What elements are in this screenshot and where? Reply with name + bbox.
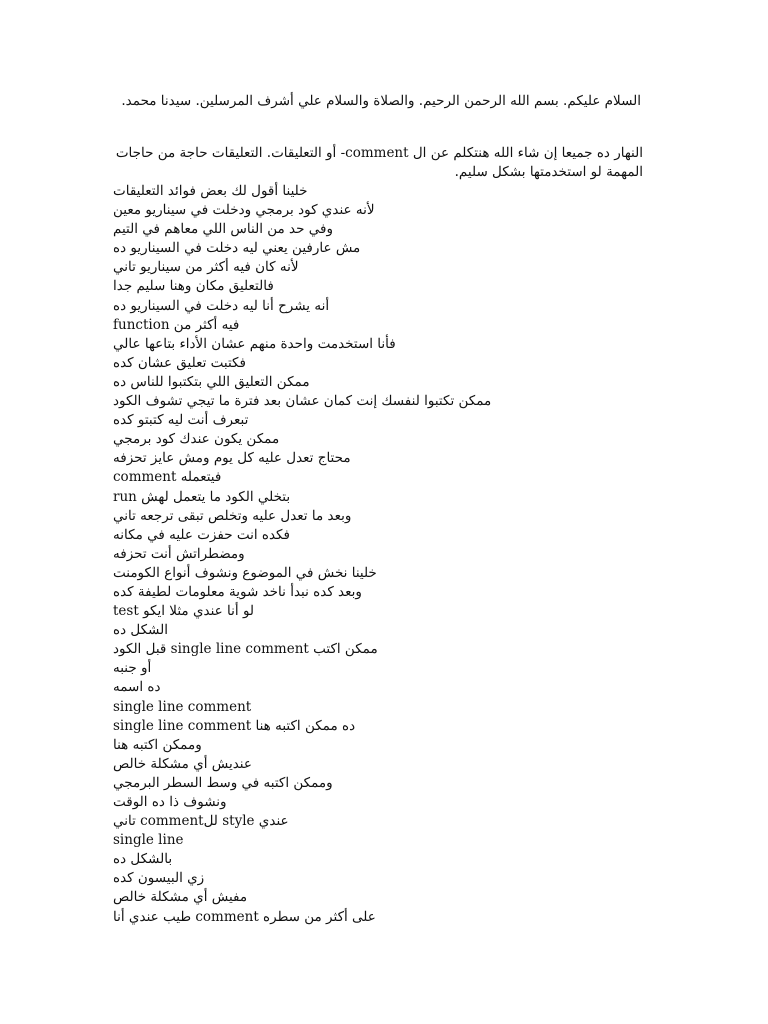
text-line: عنديش أي مشكلة خالص — [113, 755, 252, 772]
text-line: ده اسمه — [113, 679, 161, 696]
text-line: ده ممكن اكتبه هنا single line comment — [113, 717, 356, 734]
text-line: أنه يشرح أنا ليه دخلت في السيناريو ده — [113, 297, 330, 314]
text-line: لأنه كان فيه أكثر من سيناريو تاني — [113, 259, 299, 276]
text-line: فالتعليق مكان وهنا سليم جدا — [113, 278, 274, 295]
text-line: بالشكل ده — [113, 851, 173, 868]
greeting-line: السلام عليكم. بسم الله الرحمن الرحيم. والصلاة والسلام علي أشرف المرسلين. سيدنا محمد. — [121, 93, 641, 109]
text-line: فكتبت تعليق عشان كده — [113, 354, 246, 371]
text-line: وممكن اكتبه في وسط السطر البرمجي — [113, 774, 333, 791]
text-line: بتخلي الكود ما يتعمل لهش run — [113, 488, 291, 505]
text-line: فكده انت حفزت عليه في مكانه — [113, 526, 290, 543]
text-line: محتاج تعدل عليه كل يوم ومش عايز تحزفه — [113, 450, 351, 467]
text-line: فيه أكثر من function — [113, 316, 240, 333]
text-line: خلينا نخش في الموضوع ونشوف أنواع الكومنت — [113, 564, 377, 581]
text-line: single line — [113, 832, 184, 849]
text-line: فيتعمله comment — [113, 469, 222, 486]
text-line: الشكل ده — [113, 622, 168, 639]
text-line: وفي حد من الناس اللي معاهم في التيم — [113, 221, 333, 238]
text-line: فأنا استخدمت واحدة منهم عشان الأداء بتاعها عالي — [113, 335, 396, 352]
text-line: على أكثر من سطره comment طيب عندي أنا — [113, 908, 376, 925]
text-line: وبعد ما تعدل عليه وتخلص تبقى ترجعه تاني — [113, 507, 352, 524]
text-line: تبعرف أنت ليه كتبتو كده — [113, 412, 249, 429]
text-line: وبعد كده نبدأ ناخد شوية معلومات لطيفة كده — [113, 583, 362, 600]
text-line: ممكن يكون عندك كود برمجي — [113, 431, 280, 448]
text-line: ممكن تكتبوا لنفسك إنت كمان عشان بعد فترة ما تيجي تشوف الكود — [113, 393, 492, 410]
text-line: ومضطراتش أنت تحزفه — [113, 545, 245, 562]
text-line: وممكن اكتبه هنا — [113, 736, 202, 753]
text-line: لو أنا عندي مثلا ايكو test — [113, 603, 255, 620]
text-line: خلينا أقول لك بعض فوائد التعليقات — [113, 183, 308, 199]
text-line: ممكن اكتب single line comment قبل الكود — [113, 641, 378, 658]
text-line: ونشوف ذا ده الوقت — [113, 794, 227, 810]
text-line: single line comment — [113, 698, 252, 715]
text-line: مش عارفين يعني ليه دخلت في السيناريو ده — [113, 240, 361, 257]
text-line: لأنه عندي كود برمجي ودخلت في سيناريو معين — [113, 202, 375, 219]
text-line: ممكن التعليق اللي بتكتبوا للناس ده — [113, 373, 310, 390]
transcript-lines — [113, 182, 653, 927]
text-line: مفيش أي مشكلة خالص — [113, 889, 248, 906]
text-line: أو جنبه — [113, 660, 152, 677]
text-line: عندي style للcomment تاني — [113, 813, 289, 830]
intro-paragraph: النهار ده جميعا إن شاء الله هنتكلم عن ال comment- أو التعليقات. التعليقات حاجة من حاجات المهمة لو استخدمتها بشكل سليم. — [115, 145, 643, 180]
text-line: زي البيسون كده — [113, 870, 205, 887]
